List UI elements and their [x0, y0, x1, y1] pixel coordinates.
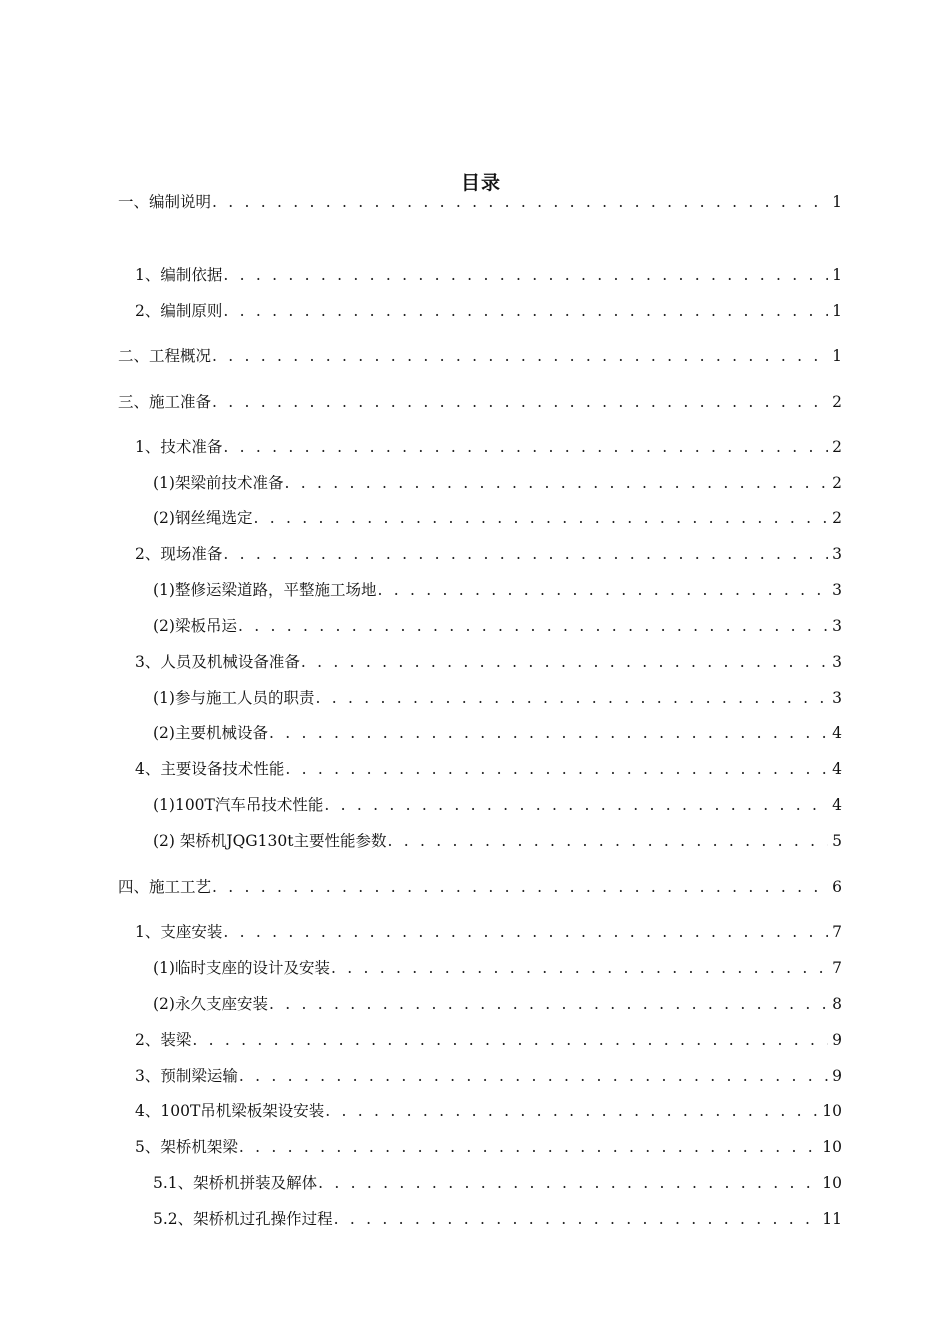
toc-dot-leader — [324, 795, 828, 815]
toc-entry[interactable] — [153, 831, 842, 853]
toc-entry-label: 2、装梁 — [135, 1031, 192, 1049]
toc-entry-label: 3、预制梁运输 — [135, 1067, 238, 1085]
toc-dot-leader — [334, 1209, 819, 1229]
toc-dot-leader — [301, 652, 828, 672]
toc-dot-leader — [192, 1030, 828, 1050]
toc-entry[interactable] — [153, 616, 842, 638]
toc-entry-label: (2)梁板吊运 — [153, 617, 237, 635]
toc-page-number: 7 — [832, 959, 842, 977]
toc-entry-label: 2、编制原则 — [135, 302, 223, 320]
toc-entry-label: (2) 架桥机JQG130t主要性能参数 — [153, 832, 387, 850]
toc-entry[interactable] — [135, 544, 842, 566]
toc-entry-label: 一、编制说明 — [118, 193, 212, 211]
toc-entry[interactable] — [135, 652, 842, 674]
toc-entry[interactable] — [153, 958, 842, 980]
toc-entry[interactable] — [153, 994, 842, 1016]
toc-entry[interactable] — [118, 877, 842, 899]
toc-entry-label: 4、100T吊机梁板架设安装 — [135, 1102, 325, 1120]
toc-entry-label: 5.1、架桥机拼装及解体 — [153, 1174, 318, 1192]
toc-dot-leader — [223, 265, 828, 285]
toc-dot-leader — [285, 759, 828, 779]
toc-entry-label: (2)主要机械设备 — [153, 724, 268, 742]
toc-entry-label: (2)永久支座安装 — [153, 995, 268, 1013]
toc-entry-label: 5、架桥机架梁 — [135, 1138, 238, 1156]
toc-page-number: 4 — [832, 796, 842, 814]
toc-entry-label: 2、现场准备 — [135, 545, 223, 563]
toc-entry[interactable] — [135, 922, 842, 944]
toc-dot-leader — [269, 994, 828, 1014]
toc-entry-label: 1、技术准备 — [135, 438, 223, 456]
toc-entry-label: (1)整修运梁道路，平整施工场地 — [153, 581, 377, 599]
toc-entry[interactable] — [153, 580, 842, 602]
toc-entry-label: 1、支座安装 — [135, 923, 223, 941]
toc-dot-leader — [318, 1173, 818, 1193]
toc-entry-label: 4、主要设备技术性能 — [135, 760, 285, 778]
toc-dot-leader — [212, 192, 828, 212]
toc-entry[interactable] — [153, 1173, 842, 1195]
toc-entry-label: 四、施工工艺 — [118, 878, 212, 896]
toc-page-number: 10 — [822, 1174, 842, 1192]
toc-entry[interactable] — [153, 688, 842, 710]
toc-page-number: 1 — [832, 302, 842, 320]
toc-page-number: 9 — [832, 1067, 842, 1085]
toc-page-number: 2 — [832, 474, 842, 492]
toc-page-number: 2 — [832, 393, 842, 411]
toc-entry[interactable] — [153, 795, 842, 817]
toc-page-number: 11 — [822, 1210, 842, 1228]
toc-entry[interactable] — [135, 1030, 842, 1052]
toc-entry[interactable] — [135, 301, 842, 323]
toc-page-number: 6 — [832, 878, 842, 896]
toc-entry[interactable] — [118, 192, 842, 214]
toc-dot-leader — [223, 922, 828, 942]
toc-entry-label: (1)参与施工人员的职责 — [153, 689, 315, 707]
toc-page-number: 4 — [832, 724, 842, 742]
toc-page-number: 10 — [822, 1102, 842, 1120]
toc-page-number: 3 — [832, 545, 842, 563]
toc-entry[interactable] — [135, 265, 842, 287]
toc-entry[interactable] — [153, 473, 842, 495]
toc-dot-leader — [223, 301, 828, 321]
toc-page-number: 1 — [832, 266, 842, 284]
toc-entry-label: (1)100T汽车吊技术性能 — [153, 796, 324, 814]
toc-dot-leader — [238, 616, 828, 636]
toc-dot-leader — [325, 1101, 818, 1121]
toc-page-number: 3 — [832, 653, 842, 671]
toc-entry[interactable] — [135, 437, 842, 459]
toc-dot-leader — [315, 688, 828, 708]
toc-entry[interactable] — [118, 346, 842, 368]
toc-dot-leader — [223, 544, 828, 564]
toc-entry[interactable] — [153, 723, 842, 745]
toc-dot-leader — [284, 473, 828, 493]
toc-entry-label: 5.2、架桥机过孔操作过程 — [153, 1210, 333, 1228]
toc-entry[interactable] — [153, 508, 842, 530]
toc-page-number: 2 — [832, 509, 842, 527]
toc-page-number: 7 — [832, 923, 842, 941]
toc-entry-label: 二、工程概况 — [118, 347, 212, 365]
toc-entry-label: (1)架梁前技术准备 — [153, 474, 284, 492]
toc-dot-leader — [212, 392, 828, 412]
toc-entry[interactable] — [135, 1066, 842, 1088]
toc-page-number: 4 — [832, 760, 842, 778]
toc-page-number: 1 — [832, 193, 842, 211]
toc-page-number: 3 — [832, 581, 842, 599]
toc-entry[interactable] — [153, 1209, 842, 1231]
toc-entry-label: 1、编制依据 — [135, 266, 223, 284]
toc-page-number: 3 — [832, 617, 842, 635]
toc-entry-label: (1)临时支座的设计及安装 — [153, 959, 330, 977]
toc-page-number: 2 — [832, 438, 842, 456]
toc-dot-leader — [212, 346, 828, 366]
toc-page-number: 1 — [832, 347, 842, 365]
toc-dot-leader — [388, 831, 829, 851]
toc-dot-leader — [253, 508, 828, 528]
toc-page-number: 3 — [832, 689, 842, 707]
toc-dot-leader — [223, 437, 828, 457]
toc-dot-leader — [377, 580, 828, 600]
toc-entry[interactable] — [135, 1101, 842, 1123]
toc-entry[interactable] — [118, 392, 842, 414]
toc-page-number: 5 — [832, 832, 842, 850]
toc-dot-leader — [239, 1066, 828, 1086]
toc-dot-leader — [239, 1137, 818, 1157]
toc-entry-label: (2)钢丝绳选定 — [153, 509, 253, 527]
toc-page-number: 8 — [832, 995, 842, 1013]
toc-title: 目录 — [460, 172, 501, 194]
toc-dot-leader — [331, 958, 828, 978]
toc-dot-leader — [269, 723, 828, 743]
toc-entry[interactable] — [135, 1137, 842, 1159]
toc-entry-label: 三、施工准备 — [118, 393, 212, 411]
toc-entry[interactable] — [135, 759, 842, 781]
toc-page-number: 9 — [832, 1031, 842, 1049]
toc-entry-label: 3、人员及机械设备准备 — [135, 653, 300, 671]
toc-dot-leader — [212, 877, 828, 897]
toc-page-number: 10 — [822, 1138, 842, 1156]
